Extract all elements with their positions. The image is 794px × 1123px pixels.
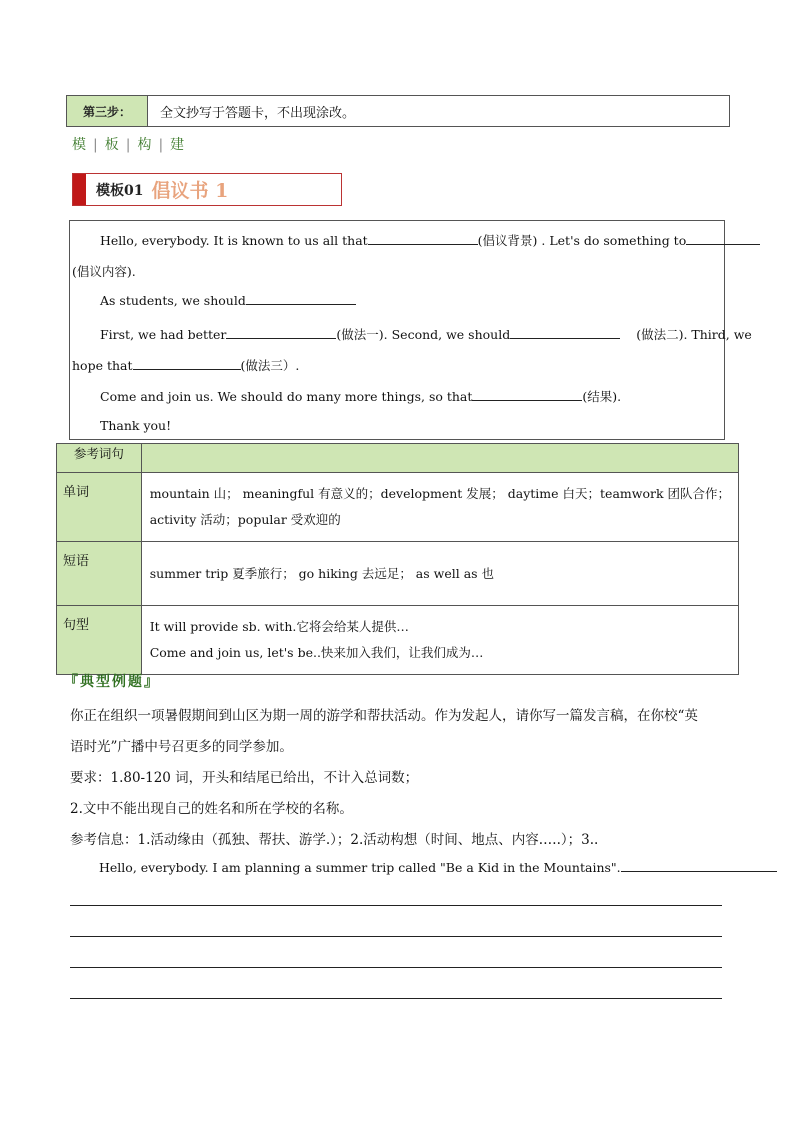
template-line-2: (倡议内容). xyxy=(72,264,136,279)
blank-line xyxy=(133,358,241,370)
example-paragraph: 你正在组织一项暑假期间到山区为期一周的游学和帮扶活动。作为发起人，请你写一篇发言稿，在你校“英 xyxy=(70,708,698,724)
blank-line xyxy=(686,233,760,245)
nav-separator: | xyxy=(93,137,99,153)
step-three-box xyxy=(66,95,730,127)
step-text: 全文抄写于答题卡，不出现涂改。 xyxy=(160,105,356,121)
row-label: 短语 xyxy=(57,542,142,606)
answer-line xyxy=(70,936,722,937)
template-header xyxy=(72,173,342,206)
template-line-1: Hello, everybody. It is known to us all that (倡议背景) . Let's do something to xyxy=(100,231,760,249)
table-header-label: 参考词句 xyxy=(57,444,142,473)
example-requirement: 2.文中不能出现自己的姓名和所在学校的名称。 xyxy=(70,801,353,817)
template-line-4: First, we had better (做法一). Second, we should (做法二). Third, we xyxy=(100,327,752,342)
nav-word-2: 板 xyxy=(104,137,120,153)
nav-word-1: 模 xyxy=(72,137,87,153)
blank-line xyxy=(226,327,336,339)
template-code: 模板01 xyxy=(96,182,144,199)
table-row xyxy=(57,606,739,675)
row-content: It will provide sb. with.它将会给某人提供… Come and join us, let's be..快来加入我们，让我们成为… xyxy=(141,606,738,675)
template-box xyxy=(69,220,752,440)
answer-line xyxy=(70,905,722,906)
blank-line xyxy=(368,233,478,245)
row-label: 单词 xyxy=(57,473,142,542)
table-header-empty xyxy=(141,444,738,473)
blank-line xyxy=(621,860,777,872)
template-name: 倡议书 1 xyxy=(151,180,229,202)
answer-line xyxy=(70,967,722,968)
nav-separator: | xyxy=(158,137,165,153)
example-title: 『典型例题』 xyxy=(64,674,160,690)
example-paragraph: 语时光”广播中号召更多的同学参加。 xyxy=(70,739,293,755)
row-content: mountain 山； meaningful 有意义的；development 发展； daytime 白天；teamwork 团队合作； activity 活动；popular 受欢迎的 xyxy=(141,473,738,542)
blank-line xyxy=(510,327,620,339)
section-nav xyxy=(72,134,185,154)
row-content: summer trip 夏季旅行； go hiking 去远足； as well as 也 xyxy=(141,542,738,606)
step-label: 第三步： xyxy=(67,96,148,126)
template-line-6: Come and join us. We should do many more things, so that (结果). xyxy=(100,389,622,404)
nav-separator: | xyxy=(125,137,132,153)
blank-line xyxy=(472,389,582,401)
answer-opening-line: Hello, everybody. I am planning a summer trip called "Be a Kid in the Mountains". xyxy=(99,860,777,875)
answer-line xyxy=(70,998,722,999)
nav-word-3: 构 xyxy=(137,137,153,153)
template-line-5: hope that (做法三）. xyxy=(72,358,300,373)
blank-line xyxy=(246,293,356,305)
template-line-3: As students, we should xyxy=(100,293,356,308)
row-label: 句型 xyxy=(57,606,142,675)
template-accent-bar xyxy=(73,174,86,205)
template-line-7: Thank you! xyxy=(100,418,172,433)
nav-word-4: 建 xyxy=(170,137,186,153)
vocab-table xyxy=(56,443,739,675)
example-reference-info: 参考信息：1.活动缘由（孤独、帮扶、游学.）；2.活动构想（时间、地点、内容.….）；3.. xyxy=(70,832,599,848)
table-header-row xyxy=(57,444,739,473)
table-row xyxy=(57,473,739,542)
table-row xyxy=(57,542,739,606)
example-requirement: 要求：1.80-120 词，开头和结尾已给出，不计入总词数； xyxy=(70,770,419,786)
